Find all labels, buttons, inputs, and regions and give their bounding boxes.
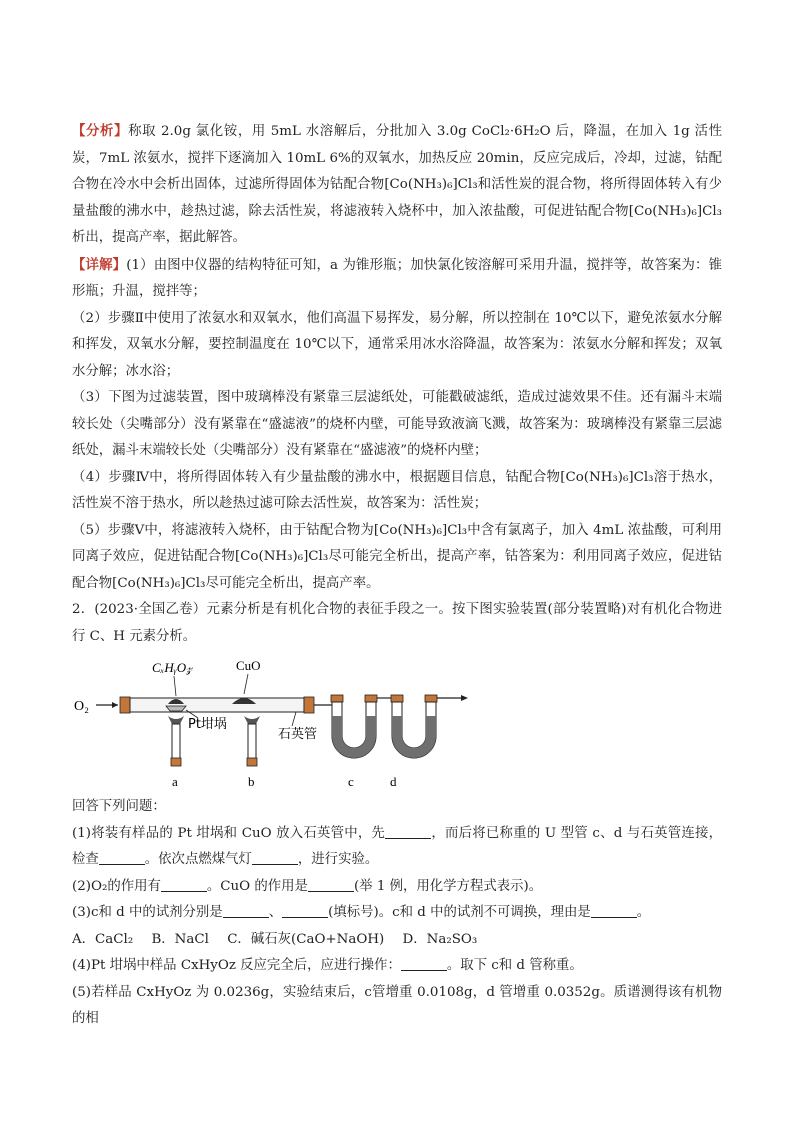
- inlet-arrow-icon: [112, 702, 118, 708]
- q2-text-b: 。CuO 的作用是: [206, 878, 308, 894]
- detail-tag: 【详解】: [72, 256, 127, 273]
- q3-blank-3[interactable]: [591, 903, 637, 918]
- q1-text-b: ，而后将已称重的 U 型管 c、d 与石英管连接，检查: [72, 825, 722, 867]
- question-1: [72, 821, 722, 874]
- burner-b-base: [247, 758, 257, 766]
- analysis-tag: 【分析】: [72, 123, 129, 139]
- q3-text-b: 、: [268, 905, 283, 920]
- burner-a-base: [171, 758, 181, 766]
- option-d: D．Na₂SO₃: [402, 931, 478, 947]
- outlet-arrow-icon: [461, 695, 468, 701]
- pt-crucible-label: Pt坩埚: [188, 717, 227, 732]
- pt-crucible-shape: [166, 706, 186, 711]
- sample-formula-label: CₓHᵧO𝓏: [152, 660, 193, 675]
- question-intro: 2．(2023·全国乙卷）元素分析是有机化合物的表征手段之一。按下图实验装置(部分装置略)对有机化合物进行 C、H 元素分析。: [72, 602, 722, 644]
- q1-blank-3[interactable]: [252, 850, 298, 865]
- tube-pointer: [292, 712, 296, 726]
- detail-text-1: (1）由图中仪器的结构特征可知，a 为锥形瓶；加快氯化铵溶解可采用升温，搅拌等，故答案为：锥形瓶；升温，搅拌等；: [72, 257, 722, 299]
- q1-text-d: ，进行实验。: [297, 852, 379, 867]
- right-stopper: [304, 697, 314, 713]
- q3-blank-2[interactable]: [282, 903, 328, 918]
- u-tube-c: [331, 695, 377, 758]
- question-3-options: [72, 927, 722, 954]
- question-4: [72, 953, 722, 980]
- document-page: [72, 118, 722, 1033]
- o2-label: O₂: [74, 699, 89, 714]
- q4-blank-1[interactable]: [401, 956, 447, 971]
- option-a: A．CaCl₂: [72, 931, 134, 947]
- detail-paragraph-4: （4）步骤Ⅳ中，将所得固体转入有少量盐酸的沸水中，根据题目信息，钴配合物[Co(NH₃)₆]Cl₃溶于热水，活性炭不溶于热水，所以趁热过滤可除去活性炭，故答案为：活性炭；: [72, 469, 722, 511]
- cuo-label: CuO: [236, 658, 261, 673]
- left-stopper: [120, 697, 130, 713]
- u-tube-d: [391, 695, 437, 758]
- q3-text-a: (3)c和 d 中的试剂分别是: [72, 905, 223, 920]
- q3-blank-1[interactable]: [223, 903, 269, 918]
- flame-a: [168, 716, 184, 724]
- apparatus-diagram: [72, 654, 722, 792]
- quartz-tube-label: 石英管: [278, 727, 318, 742]
- label-b: b: [248, 774, 255, 789]
- cuo-pointer: [244, 674, 248, 694]
- q3-text-d: 。: [636, 905, 651, 920]
- detail-paragraph-2: （2）步骤Ⅱ中使用了浓氨水和双氧水，他们高温下易挥发，易分解，所以控制在 10℃以下，避免浓氨水分解和挥发，双氧水分解，要控制温度在 10℃以下，通常采用冰水浴降温，故答案为：浓氨水分解和挥发；双氧水分解；冰水浴；: [72, 310, 722, 379]
- q4-text-a: (4)Pt 坩埚中样品 CxHyOz 反应完全后，应进行操作：: [72, 958, 401, 973]
- label-a: a: [172, 774, 178, 789]
- question-prompt: 回答下列问题：: [72, 799, 166, 814]
- option-c: C．碱石灰(CaO+NaOH): [227, 931, 385, 947]
- q1-text-a: (1)将装有样品的 Pt 坩埚和 CuO 放入石英管中，先: [72, 825, 386, 841]
- q2-blank-2[interactable]: [308, 877, 354, 892]
- analysis-paragraph: [72, 118, 722, 252]
- q1-blank-2[interactable]: [99, 850, 145, 865]
- analysis-text: 称取 2.0g 氯化铵，用 5mL 水溶解后，分批加入 3.0g CoCl₂·6H₂O 后，降温，在加入 1g 活性炭，7mL 浓氨水，搅拌下逐滴加入 10mL 6%的双氧水，加热反应 20min，反应完成后，冷却，过滤，钴配合物在冷水中会析出固体，过滤所得固体为钴配合物[Co(NH₃)₆]Cl₃和活性炭的混合物，将所得固体转入有少量盐酸的沸水中，趁热过滤，除去活性炭，将滤液转入烧杯中，加入浓盐酸，可促进钴配合物[Co(NH₃)₆]Cl₃析出，提高产率，据此解答。: [72, 124, 722, 245]
- detail-paragraph-3: （3）下图为过滤装置，图中玻璃棒没有紧靠三层滤纸处，可能戳破滤纸，造成过滤效果不佳。还有漏斗末端较长处（尖嘴部分）没有紧靠在“盛滤液”的烧杯内壁，可能导致液滴飞溅，故答案为：玻璃棒没有紧靠三层滤纸处，漏斗末端较长处（尖嘴部分）没有紧靠在“盛滤液”的烧杯内壁；: [72, 390, 722, 458]
- quartz-tube: [130, 698, 304, 712]
- q2-text-a: (2)O₂的作用有: [72, 878, 161, 894]
- q4-text-b: 。取下 c和 d 管称重。: [446, 958, 583, 973]
- q1-blank-1[interactable]: [385, 824, 431, 839]
- label-c: c: [348, 774, 354, 789]
- sample-pointer: [174, 676, 176, 696]
- question-3: [72, 900, 722, 927]
- question-2: [72, 874, 722, 901]
- q2-blank-1[interactable]: [161, 877, 207, 892]
- flame-b: [244, 716, 260, 724]
- apparatus-svg: [72, 654, 492, 792]
- q2-text-c: (举 1 例，用化学方程式表示)。: [353, 878, 543, 894]
- label-d: d: [390, 774, 397, 789]
- question-5: (5)若样品 CxHyOz 为 0.0236g，实验结束后，c管增重 0.0108g，d 管增重 0.0352g。质谱测得该有机物的相: [72, 984, 722, 1026]
- q1-text-c: 。依次点燃煤气灯: [144, 852, 252, 867]
- option-b: B．NaCl: [151, 931, 209, 947]
- q3-text-c: (填标号)。c和 d 中的试剂不可调换，理由是: [328, 905, 591, 920]
- detail-paragraph-1: [72, 252, 722, 306]
- detail-paragraph-5: （5）步骤Ⅴ中，将滤液转入烧杯，由于钴配合物为[Co(NH₃)₆]Cl₃中含有氯离子，加入 4mL 浓盐酸，可利用同离子效应，促进钴配合物[Co(NH₃)₆]Cl₃尽可能完全析出，提高产率，钴答案为：利用同离子效应，促进钴配合物[Co(NH₃)₆]Cl₃尽可能完全析出，提高产率。: [72, 522, 722, 591]
